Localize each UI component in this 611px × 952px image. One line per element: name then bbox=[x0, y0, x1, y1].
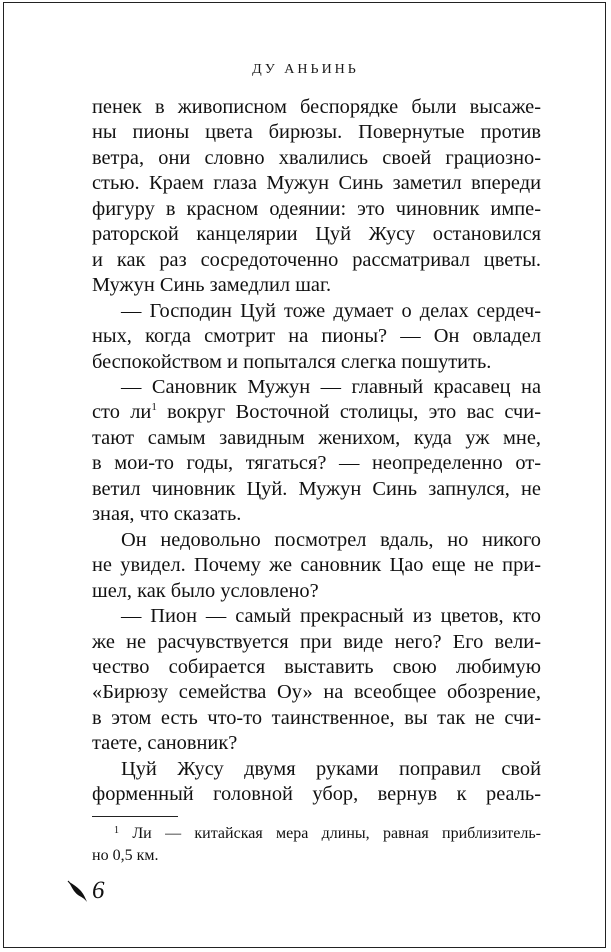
footnote-line bbox=[92, 823, 541, 845]
text-line: ветил чиновник Цуй. Мужун Синь запнулся, не bbox=[92, 477, 541, 500]
text-line: раторской канцелярии Цуй Жусу остановился bbox=[92, 223, 541, 246]
text-line: стью. Краем глаза Мужун Синь заметил впереди bbox=[92, 172, 541, 195]
paragraph-5 bbox=[92, 604, 541, 757]
text-line: в мои-то годы, тягаться? — неопределенно от- bbox=[92, 452, 541, 475]
text-fragment: сто ли bbox=[92, 401, 152, 424]
text-line: же не расчувствуется при виде него? Его вели- bbox=[92, 630, 541, 653]
text-line: ных, когда смотрит на пионы? — Он овладел bbox=[92, 325, 541, 348]
footnote-marker: 1 bbox=[114, 825, 119, 836]
text-line: ветра, они словно хвалились своей грациозно- bbox=[92, 146, 541, 169]
text-line: таете, сановник? bbox=[92, 732, 238, 755]
text-line: ны пионы цвета бирюзы. Повернутые против bbox=[92, 121, 541, 144]
paragraph-3 bbox=[92, 375, 541, 528]
text-line: в этом есть что-то таинственное, вы так не счи- bbox=[92, 706, 541, 729]
footnote-rule bbox=[92, 816, 178, 817]
paragraph-1 bbox=[92, 95, 541, 299]
text-line: — Господин Цуй тоже думает о делах сердеч- bbox=[121, 299, 541, 322]
footnote-text: Ли — китайская мера длины, равная приблизитель- bbox=[132, 825, 541, 842]
running-head: ДУ АНЬИНЬ bbox=[252, 62, 359, 77]
text-line: не увидел. Почему же сановник Цао еще не при- bbox=[92, 554, 541, 577]
text-line: тают самым завидным женихом, куда уж мне, bbox=[92, 426, 541, 449]
paragraph-6 bbox=[92, 757, 541, 808]
leaf-ornament-icon bbox=[66, 878, 90, 904]
paragraph-2 bbox=[92, 299, 541, 375]
paragraph-4 bbox=[92, 528, 541, 604]
text-line: «Бирюзу семейства Оу» на всеобщее обозрение, bbox=[92, 681, 541, 704]
footnote-ref: 1 bbox=[151, 401, 157, 414]
text-line: зная, что сказать. bbox=[92, 503, 242, 526]
text-line: чество собирается выставить свою любимую bbox=[92, 655, 541, 678]
text-line: фигуру в красном одеянии: это чиновник импе- bbox=[92, 197, 541, 220]
page-number: 6 bbox=[92, 877, 105, 904]
text-line: Цуй Жусу двумя руками поправил свой bbox=[121, 757, 541, 780]
folio bbox=[66, 876, 105, 906]
text-line: и как раз сосредоточенно рассматривал цветы. bbox=[92, 248, 541, 271]
text-line: беспокойством и попытался слегка пошутить. bbox=[92, 350, 492, 373]
text-line-with-footnote-ref bbox=[92, 400, 541, 425]
text-fragment: вокруг Восточной столицы, это вас счи- bbox=[156, 401, 541, 424]
body-text bbox=[92, 95, 541, 808]
text-line: Он недовольно посмотрел вдаль, но никого bbox=[121, 528, 541, 551]
footnote-line: но 0,5 км. bbox=[92, 846, 159, 864]
text-line: пенек в живописном беспорядке были высаже- bbox=[92, 96, 541, 118]
text-line: форменный головной убор, вернув к реаль- bbox=[92, 783, 541, 806]
footnote bbox=[92, 823, 541, 866]
text-line: Мужун Синь замедлил шаг. bbox=[92, 274, 332, 297]
text-line: шел, как было условлено? bbox=[92, 579, 319, 602]
text-line: — Пион — самый прекрасный из цветов, кто bbox=[121, 605, 541, 628]
text-line: — Сановник Мужун — главный красавец на bbox=[121, 375, 541, 398]
